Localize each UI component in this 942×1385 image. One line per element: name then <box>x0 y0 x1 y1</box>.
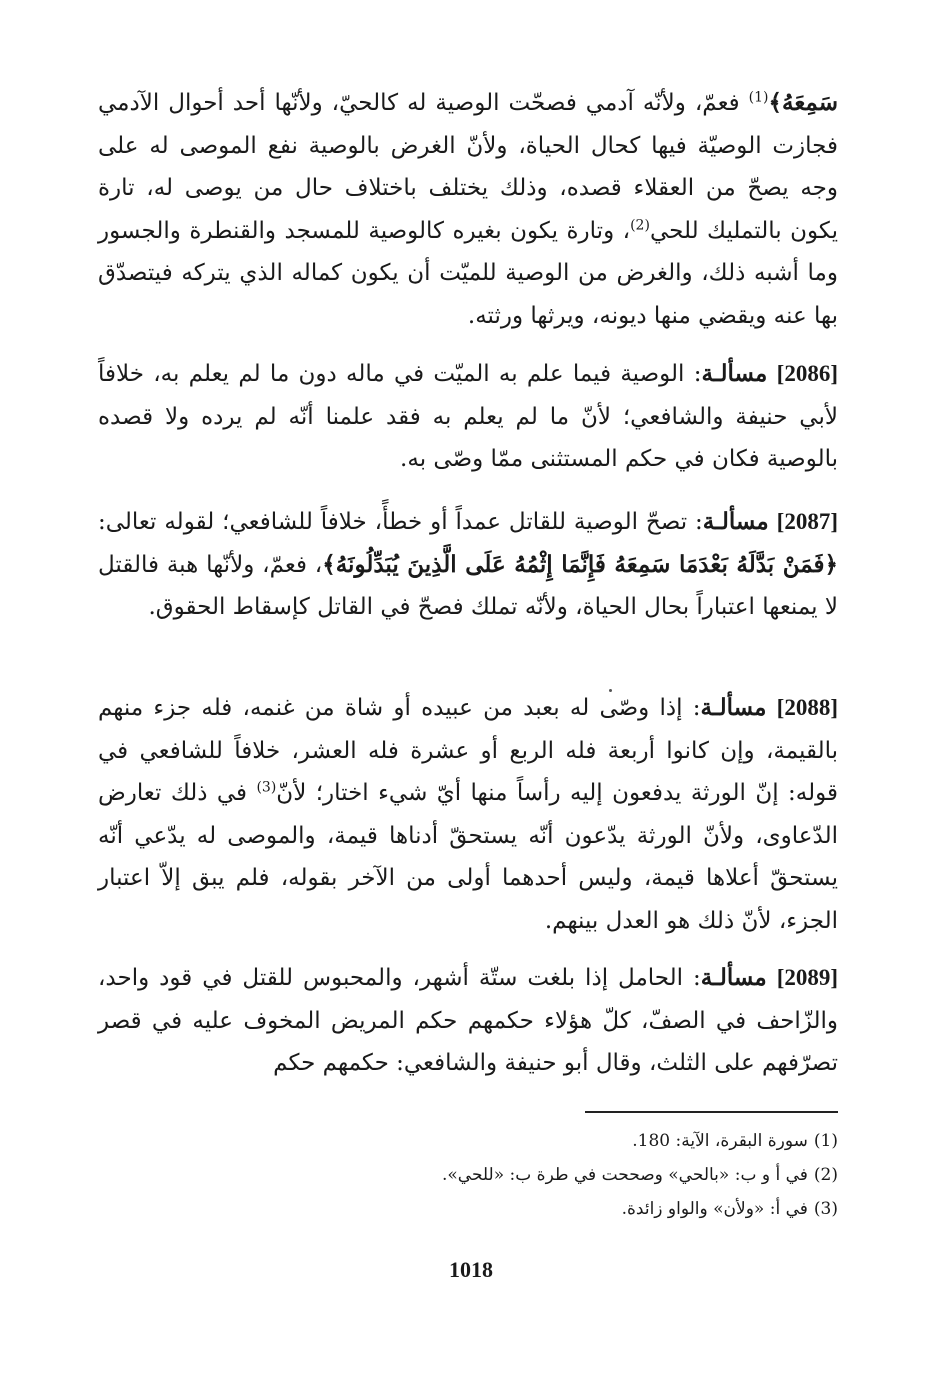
intro-line: الموصى له على وجه يصحّ من العقلاء قصده، وذلك يختلف باختلاف حال <box>98 132 838 201</box>
footnote-number: (1) <box>813 1131 838 1151</box>
intro-line-text: فعمّ، ولأنّه آدمي فصحّت الوصية له كالحيّ، ولأنّها أحد أحوال <box>168 90 749 116</box>
footnote-text: في أ: «ولأن» والواو زائدة. <box>621 1199 808 1219</box>
quran-verse: ﴿فَمَنْ بَدَّلَهُ بَعْدَمَا سَمِعَهُ فَإِنَّمَا إِثْمُهُ عَلَى الَّذِينَ يُبَدِّلُونَهُ﴾ <box>322 550 839 578</box>
issue-line: إذا وصّى له بعبد من عبيده أو شاة من غنمه، فله <box>201 695 683 721</box>
issue-heading: مسألـة <box>701 360 768 387</box>
issue-number: [2088] <box>776 695 839 720</box>
intro-line: يكون كماله الذي يتركه فيتصدّق بها عنه ويقضي منها ديونه، ويرثها ورثته. <box>98 260 838 329</box>
footnotes-list <box>300 1124 838 1226</box>
footnote-number: (3) <box>813 1199 838 1219</box>
page-number: 1018 <box>449 1257 493 1282</box>
issue-line: القاتل كإسقاط الحقوق. <box>148 594 373 620</box>
quran-verse-end: سَمِعَهُ﴾ <box>768 89 838 116</box>
issue-line: به، خلافاً لأبي حنيفة والشافعي؛ لأنّ ما لم يعلم به فقد علمنا أنّه لم يرده <box>98 361 838 430</box>
issue-heading: مسألـة <box>700 694 767 721</box>
issue-line-text: لقوله تعالى: <box>98 509 215 535</box>
footnote-item <box>300 1192 838 1226</box>
intro-line: الآدمي فجازت الوصيّة فيها كحال الحياة، ولأنّ الغرض بالوصية نفع <box>98 90 839 159</box>
issue-line: ولأنّها هبة فالقتل لا يمنعها اعتباراً بحال الحياة، ولأنّه تملك فصحّ في <box>98 551 838 620</box>
issue-2088: [2088] مسألـة: إذا وصّى له بعبد من عبيده أو شاة من غنمه، فله جزء منهم بالقيمة، وإن كانوا أربعة فله الربع أو عشرة فله العشر، خلافاً للشافعي في قوله: إنّ الورثة يدفعون إليه رأساً منها أيّ شيء اختار؛ لأنّ$^{(3)}$ في ذلك تعارض الدّعاوى، ولأنّ الورثة يدّعون أنّه يستحقّ أدناها قيمة، والموصى له يدّعي أنّه يستحقّ أعلاها قيمة، وليس أحدهما أولى من الآخر بقوله، فلم يبق إلاّ اعتبار الجزء، لأنّ ذلك هو العدل بينهم. <box>98 694 839 934</box>
issue-line: بقوله، فلم يبق إلاّ اعتبار الجزء، لأنّ ذلك هو العدل بينهم. <box>98 865 838 934</box>
intro-line-text: ، وتارة يكون بغيره كالوصية <box>368 217 631 244</box>
issue-line: في ذلك تعارض الدّعاوى، ولأنّ الورثة يدّعون أنّه يستحقّ أدناها قيمة، <box>98 780 838 849</box>
issue-line: جزء منهم بالقيمة، وإن كانوا أربعة فله الربع أو عشرة فله العشر، خلافاً <box>98 695 838 764</box>
issue-line: والموصى له يدّعي أنّه يستحقّ أعلاها قيمة، وليس أحدهما أولى من الآخر <box>98 822 839 891</box>
footnote-text: سورة البقرة، الآية: 180. <box>632 1131 808 1151</box>
issue-line: ولا قصده بالوصية فكان في حكم المستثنى ممّا وصّى به. <box>98 403 838 472</box>
issue-heading: مسألـة <box>702 508 769 535</box>
footnote-ref[interactable]: (2) <box>630 216 650 233</box>
intro-paragraph <box>98 82 838 337</box>
footnote-divider <box>585 1111 838 1113</box>
footnote-item <box>300 1124 838 1158</box>
footnote-ref[interactable]: (1) <box>748 89 769 106</box>
issue-heading: مسألـة <box>700 964 767 991</box>
footnote-number: (2) <box>813 1165 838 1185</box>
scan-speck <box>609 689 612 692</box>
intro-line-text: من يوصى له، تارة يكون بالتمليك للحي <box>98 175 839 244</box>
issue-line: الحامل إذا بلغت ستّة أشهر، والمحبوس للقتل في <box>202 965 684 991</box>
issue-line: الوصية فيما علم به الميّت في ماله دون ما لم يعلم <box>188 361 685 387</box>
intro-line: للمسجد والقنطرة والجسور وما أشبه ذلك، والغرض من الوصية للميّت أن <box>98 217 838 286</box>
issue-2087: [2087] مسألـة: تصحّ الوصية للقاتل عمداً أو خطأً، خلافاً للشافعي؛ لقوله تعالى: ﴿فَمَنْ بَدَّلَهُ بَعْدَمَا سَمِعَهُ فَإِنَّمَا إِثْمُهُ عَلَى الَّذِينَ يُبَدِّلُونَهُ﴾، فعمّ، ولأنّها هبة فالقتل لا يمنعها اعتباراً بحال الحياة، ولأنّه تملك فصحّ في القاتل كإسقاط الحقوق. <box>98 508 839 620</box>
footnote-item <box>300 1158 838 1192</box>
issue-number: [2086] <box>776 361 839 386</box>
issue-line-text: للشافعي في قوله: إنّ الورثة يدفعون إليه رأساً منها أيّ شيء اختار؛ لأنّ <box>98 737 838 806</box>
issue-line-text: ، فعمّ، <box>262 551 323 578</box>
issue-line: عليه في قصر تصرّفهم على الثلث، وقال أبو حنيفة والشافعي: حكمهم حكم <box>98 1007 838 1076</box>
intro-line <box>168 90 838 116</box>
issue-line: قود واحد، والزّاحف في الصفّ، كلّ هؤلاء حكمهم حكم المريض المخوف <box>98 965 839 1034</box>
footnote-ref[interactable]: (3) <box>256 779 277 796</box>
issue-2086: [2086] مسألـة: الوصية فيما علم به الميّت في ماله دون ما لم يعلم به، خلافاً لأبي حنيفة والشافعي؛ لأنّ ما لم يعلم به فقد علمنا أنّه لم يرده ولا قصده بالوصية فكان في حكم المستثنى ممّا وصّى به. <box>98 360 839 472</box>
footnote-text: في أ و ب: «بالحي» وصححت في طرة ب: «للحي». <box>441 1165 808 1185</box>
issue-number: [2087] <box>776 509 838 534</box>
issue-number: [2089] <box>776 965 839 990</box>
issue-line: تصحّ الوصية للقاتل عمداً أو خطأً، خلافاً للشافعي؛ <box>222 509 688 535</box>
issue-2089: [2089] مسألـة: الحامل إذا بلغت ستّة أشهر، والمحبوس للقتل في قود واحد، والزّاحف في الصفّ، كلّ هؤلاء حكمهم حكم المريض المخوف عليه في قصر تصرّفهم على الثلث، وقال أبو حنيفة والشافعي: حكمهم حكم <box>98 964 839 1076</box>
